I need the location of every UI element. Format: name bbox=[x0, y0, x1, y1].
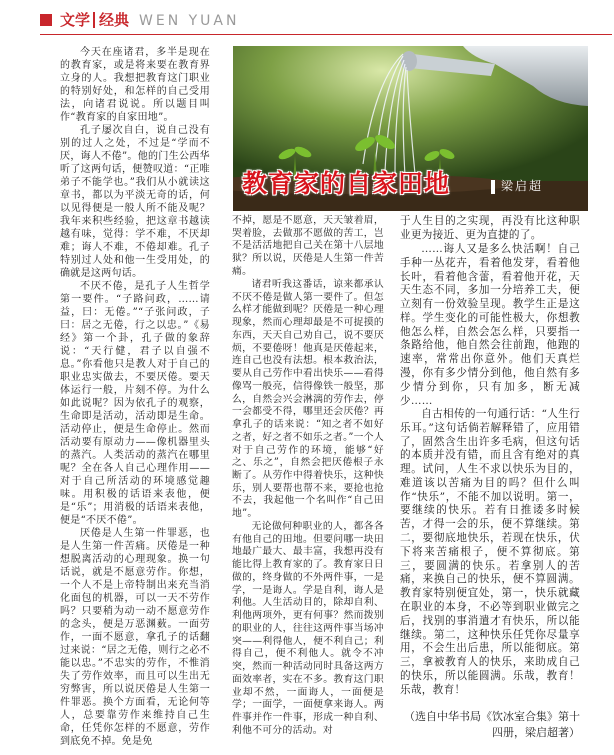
article-paragraph: 孔子屡次自白，说自己没有别的过人之处，不过是“学而不厌，诲人不倦”。他的门生公西华听了这两句话，便赞叹道：“正唯弟子不能学也。”我们从小就读这章书，都以为平淡无奇的话，何以见得便是一般人所不能及呢？我年来积些经验，把这章书越读越有味，觉得：学不难，不厌却难；诲人不难，不倦却难。孔子特别过人处和他一生受用处，的确就是这两句话。 bbox=[60, 125, 210, 279]
header-separator bbox=[93, 12, 95, 28]
article-paragraph: 自古相传的一句通行话：“人生行乐耳。”这句话倘若解释错了，应用错了，固然含生出许多毛病，但这句话的本质并没有错，而且含有绝对的真理。试问，人生不求以快乐为目的，难道该以苦痛为目的吗？但什么叫作“快乐”，不能不加以说明。第一，要继续的快乐。若有日推诿多时候苦，才得一会的乐，便不算继续。第二，要彻底地快乐，若现在快乐，伏下将来苦痛根子，便不算彻底。第三，要圆满的快乐。若拿别人的苦痛，来换自己的快乐，便不算圆满。教育家特别便宜处，第一，快乐就藏在职业的本身，不必等到职业做完之后，找别的事消遣才有快乐，所以能继续。第二，这种快乐任凭你尽量享用，不会生出后患，所以能彻底。第三，拿被教育人的快乐，来助成自己的快乐，所以能圆满。乐哉，教育！乐哉，教育！ bbox=[400, 408, 580, 696]
column-label: 经典 bbox=[99, 11, 130, 29]
article-paragraph: ……诲人又是多么快活啊！自己手种一丛花卉，看着他发芽，看着他长叶，看着他含蕾，看着他开花，天天生态不同，多加一分培养工夫，便立刻有一份效验呈现。教学生正是这样。学生变化的可能性极大，你想教他怎么样，自然会怎么样，只要指一条路给他，他自然会往前跑，他跑的速率，常常出你意外。他们天真烂漫，你有多少情分到他，他自然有多少情分到你，只有加多，断无减少…… bbox=[400, 243, 580, 407]
article-paragraph: 今天在座诸君，多半是现在的教育家，或是将来要在教育界立身的人。我想把教育这门职业的特别好处，和怎样的自己受用法，向诸君说说。所以题目叫作“教育家的自家田地”。 bbox=[60, 47, 210, 123]
article-title: 教育家的自家田地 bbox=[242, 169, 451, 198]
header-rule bbox=[40, 34, 612, 35]
section-label: 文学 bbox=[60, 11, 91, 29]
article-paragraph: 诸君听我这番话，谅来都承认不厌不倦是做人第一要件了。但怎么样才能做到呢？厌倦是一种心理现象，然而心理却最是不可捉摸的东西，天天自己劝自己，说不要厌烦，不要倦呀！他真是厌倦起来，连自己也没有法想。根本救治法，要从自己劳作中看出快乐——看得像骂一般亮，信得像铁一般坚，那么，自然会兴会淋漓的劳作去，停一会都受不得，哪里还会厌倦？再拿孔子的话来说：“知之者不如好之者，好之者不如乐之者。”一个人对于自己劳作的环境，能够“好之、乐之”，自然会把厌倦根子永断了。从劳作中得着快乐，这种快乐，别人要帮也帮不来，要抢也抢不去，我起他一个名叫作“自己田地”。 bbox=[232, 279, 384, 520]
article-paragraph: 厌倦是人生第一件罪恶，也是人生第一件苦痛。厌倦是一种想脱离活动的心理现象。换一句话说，就是不愿意劳作。你想，一个人不是上帝特制出来充当消化面包的机器，可以一天不劳作吗？只要稍为动一动不愿意劳作的念头，便是万恶渊薮。一面劳作，一面不愿意，拿孔子的话翻过来说：“居之无倦，则行之必不能以忠。”不忠实的劳作，不惟消失了劳作效率，而且可以生出无穷弊害，所以说厌倦是人生第一件罪恶。换个方面看，无论何等人，总要靠劳作来维持自己生命，任凭你怎样的不愿意，劳作到底免不掉。免是免 bbox=[60, 528, 210, 747]
author-marker bbox=[491, 180, 495, 194]
article-paragraph: 于人生目的之实现，再没有比这种职业更为接近、更为直捷的了。 bbox=[400, 215, 580, 241]
article-paragraph: 不掉，愿是不愿意，天天皱着眉，哭着脸，去做那不愿做的苦工，岂不是活活地把自己关在第十八层地狱？所以说，厌倦是人生第一件苦痛。 bbox=[232, 215, 384, 277]
column-label-english: WEN YUAN bbox=[139, 13, 240, 29]
article-author: 梁启超 bbox=[501, 179, 544, 193]
source-citation: （选自中华书局《饮冰室合集》第十四册，梁启超著） bbox=[404, 710, 580, 739]
section-marker-icon bbox=[40, 14, 52, 26]
page-header bbox=[0, 0, 614, 40]
article-paragraph: 无论做何种职业的人，都各各有他自己的田地。但要问哪一块田地最广最大、最丰富，我想再没有能比得上教育家的了。教育家日日做的，终身做的不外两件事，一是学，一是诲人。学是自利，诲人是利他。人生活动目的，除却自利、利他两项外，更有何事？然而拨别的职业的人，往往这两件事当场冲突——利得他人，便不利自己；利得自己，便不利他人。就令不冲突，然而一种活动同时具备这两方面效率者，实在不多。教育这门职业却不然，一面诲人，一面便是学；一面学，一面便拿来诲人。两件事并作一件事，形成一种自利、利他不可分的活动。对 bbox=[232, 521, 384, 736]
article-paragraph: 不厌不倦，是孔子人生哲学第一要件。“子路问政，……请益，曰：无倦。”“子张问政，子曰：居之无倦，行之以忠。”《易经》第一个卦，孔子做的象辞说：“天行健，君子以自强不息。”你看他只是教人对于自己的职业忠实做去，不要厌倦。要天体运行一般，片刻不停。为什么如此说呢？因为依孔子的观察，生命即是活动，活动即是生命。活动停止，便是生命停止。然而活动要有原动力——像机器里头的蒸汽。人类活动的蒸汽在哪里呢？全在各人自己心理作用——对于自己所活动的环境感觉趣味。用积极的话语来表他，便是“乐”；用消极的话语来表他，便是“不厌不倦”。 bbox=[60, 281, 210, 526]
